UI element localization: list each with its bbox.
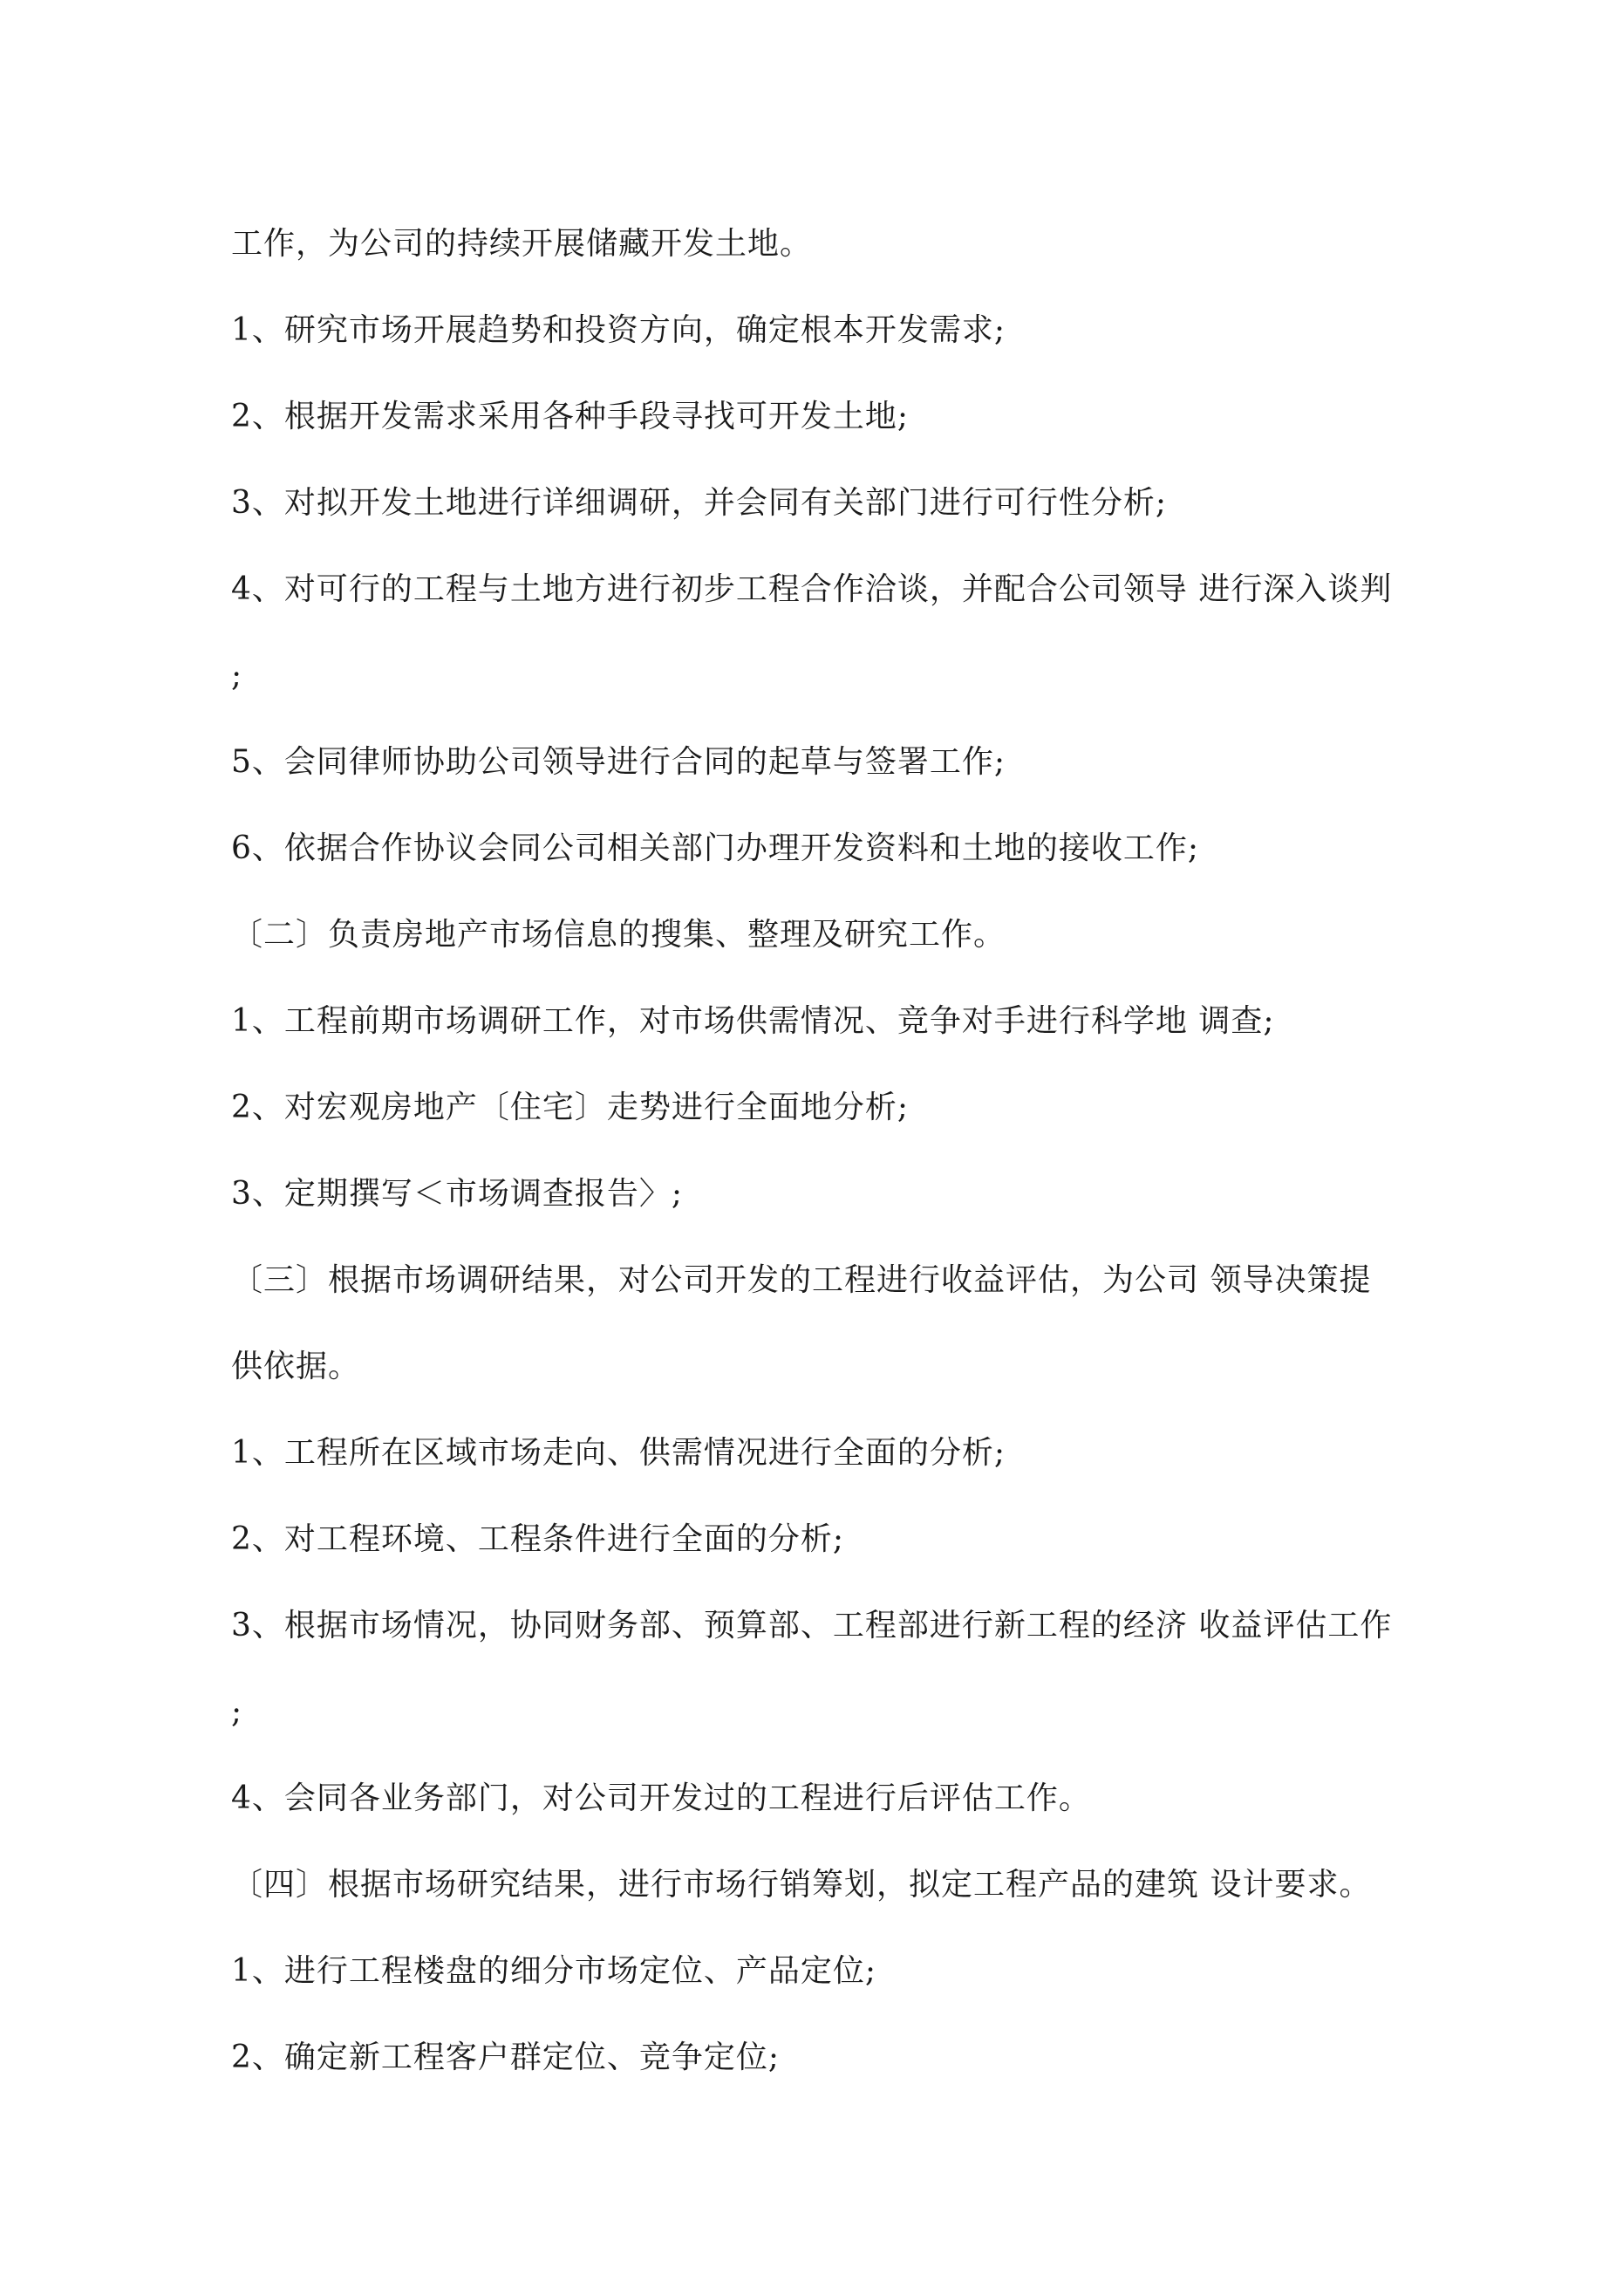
- text-line: 5、会同律师协助公司领导进行合同的起草与签署工作;: [231, 744, 1006, 780]
- text-line: 2、对宏观房地产〔住宅〕走势进行全面地分析;: [231, 1090, 910, 1125]
- text-line: 工作，为公司的持续开展储藏开发土地。: [231, 226, 813, 262]
- text-line: 1、工程所在区域市场走向、供需情况进行全面的分析;: [231, 1435, 1006, 1471]
- text-line: 2、根据开发需求采用各种手段寻找可开发土地;: [231, 399, 910, 434]
- text-line: 供依据。: [231, 1349, 361, 1384]
- text-line: ;: [231, 1694, 243, 1730]
- text-line: 2、确定新工程客户群定位、竞争定位;: [231, 2040, 781, 2075]
- section-heading: 〔四〕根据市场研究结果，进行市场行销筹划，拟定工程产品的建筑 设计要求。: [231, 1867, 1372, 1903]
- text-line: 4、会同各业务部门，对公司开发过的工程进行后评估工作。: [231, 1780, 1091, 1816]
- text-line: 3、定期撰写＜市场调查报告〉;: [231, 1176, 684, 1212]
- text-line: 3、根据市场情况，协同财务部、预算部、工程部进行新工程的经济 收益评估工作: [231, 1608, 1393, 1643]
- text-line: 1、研究市场开展趋势和投资方向，确定根本开发需求;: [231, 312, 1006, 348]
- text-line: 6、依据合作协议会同公司相关部门办理开发资料和土地的接收工作;: [231, 830, 1200, 866]
- text-line: 1、工程前期市场调研工作，对市场供需情况、竞争对手进行科学地 调查;: [231, 1003, 1275, 1039]
- text-line: 3、对拟开发土地进行详细调研，并会同有关部门进行可行性分析;: [231, 485, 1168, 521]
- text-line: 4、对可行的工程与土地方进行初步工程合作洽谈，并配合公司领导 进行深入谈判: [231, 571, 1393, 607]
- section-heading: 〔三〕根据市场调研结果，对公司开发的工程进行收益评估，为公司 领导决策提: [231, 1262, 1372, 1298]
- text-line: 1、进行工程楼盘的细分市场定位、产品定位;: [231, 1953, 877, 1989]
- text-line: ;: [231, 658, 243, 694]
- text-line: 2、对工程环境、工程条件进行全面的分析;: [231, 1521, 845, 1557]
- section-heading: 〔二〕负责房地产市场信息的搜集、整理及研究工作。: [231, 917, 1006, 953]
- document-body: [231, 218, 1504, 2118]
